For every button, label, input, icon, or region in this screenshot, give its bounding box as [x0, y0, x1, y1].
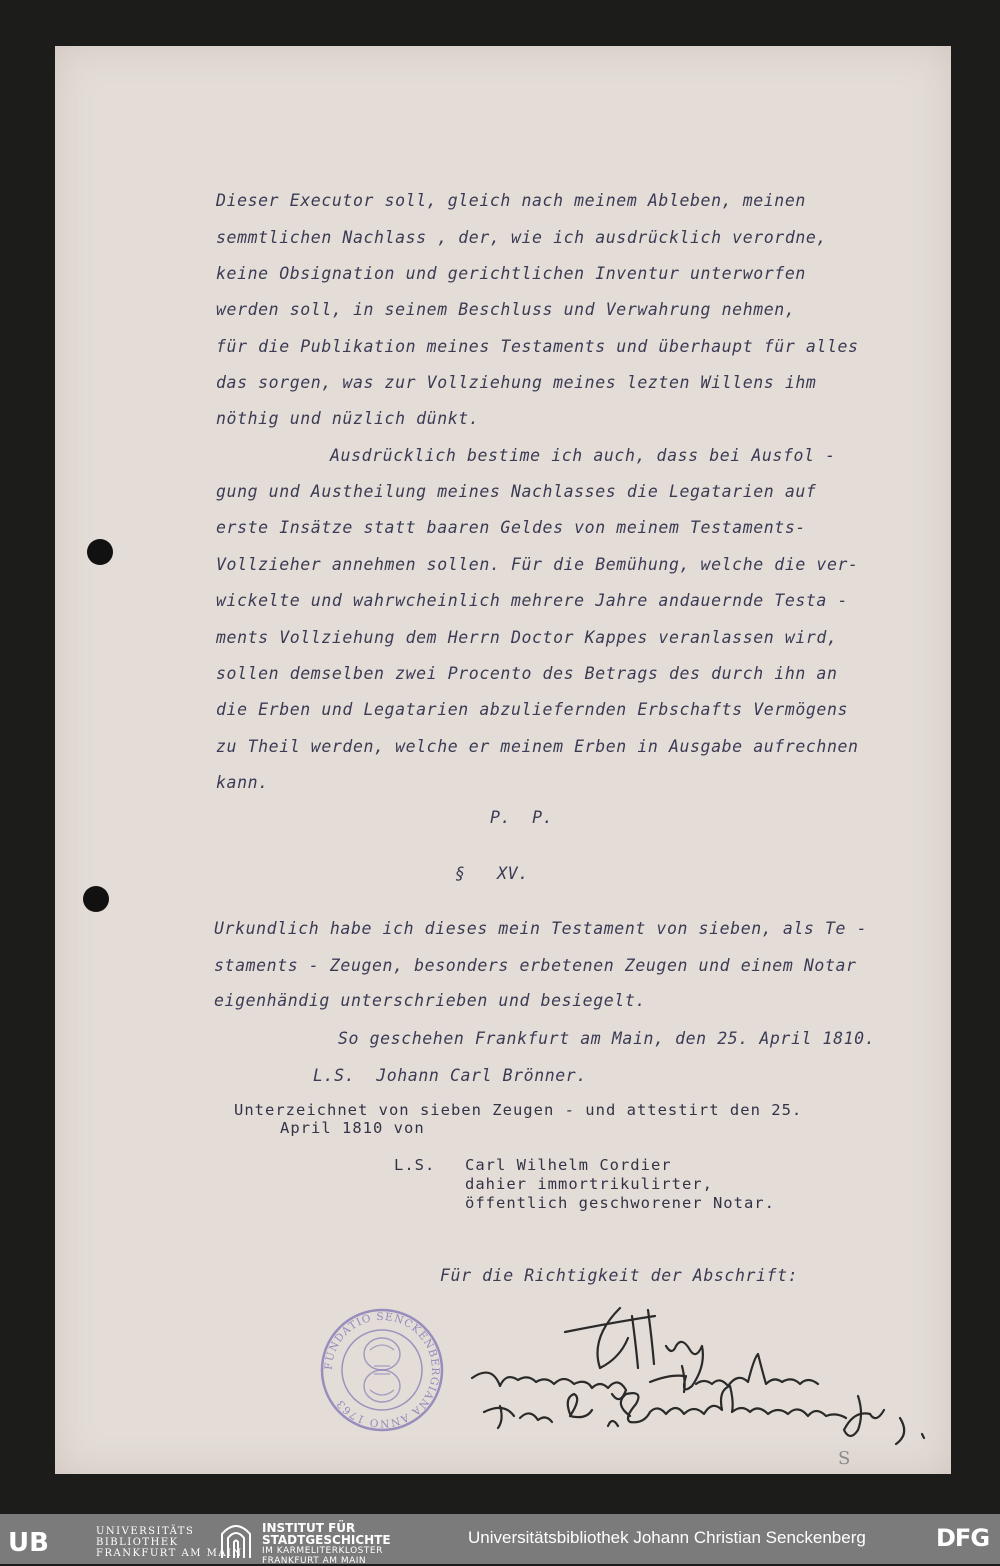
text-line: die Erben und Legatarien abzuliefernden Erbschafts Vermögens	[216, 700, 849, 719]
text-line: staments - Zeugen, besonders erbetenen Zeugen und einem Notar	[214, 956, 857, 975]
ub-logo-line: UNIVERSITÄTS	[96, 1526, 195, 1537]
text-line: ments Vollziehung dem Herrn Doctor Kappes veranlassen wird,	[216, 628, 838, 647]
footer-bar	[0, 1514, 1000, 1564]
footer-title: Universitätsbibliothek Johann Christian Senckenberg	[468, 1528, 866, 1547]
pp-marker: P. P.	[490, 808, 554, 827]
text-line: gung und Austheilung meines Nachlasses die Legatarien auf	[216, 482, 817, 501]
notary-seal-label: L.S.	[394, 1156, 436, 1174]
isg-logo-line: INSTITUT FÜR	[262, 1521, 356, 1535]
isg-logo-line: STADTGESCHICHTE	[262, 1533, 391, 1547]
text-line: Dieser Executor soll, gleich nach meinem Ableben, meinen	[216, 191, 806, 210]
arch-icon	[218, 1520, 254, 1560]
isg-logo-line: IM KARMELITERKLOSTER	[262, 1546, 383, 1556]
notary-line: dahier immortrikulirter,	[465, 1175, 713, 1193]
text-line: Ausdrücklich bestime ich auch, dass bei Ausfol -	[330, 446, 836, 465]
witness-line: Unterzeichnet von sieben Zeugen - und attestirt den 25.	[234, 1101, 803, 1119]
svg-text:FUNDATIO SENCKENBERGIANA ANNO: FUNDATIO SENCKENBERGIANA ANNO 1763	[322, 1310, 442, 1430]
text-line: Urkundlich habe ich dieses mein Testament von sieben, als Te -	[214, 919, 868, 938]
institution-stamp-icon	[318, 1306, 446, 1434]
text-line: semmtlichen Nachlass , der, wie ich ausdrücklich verordne,	[216, 228, 827, 247]
document-page	[55, 46, 951, 1474]
isg-logo	[218, 1520, 398, 1566]
text-line: für die Publikation meines Testaments und überhaupt für alles	[216, 337, 859, 356]
text-line: erste Insätze statt baaren Geldes von meinem Testaments-	[216, 518, 806, 537]
pencil-mark: S	[838, 1448, 851, 1469]
notary-line: öffentlich geschworener Notar.	[465, 1194, 775, 1212]
text-line: zu Theil werden, welche er meinem Erben in Ausgabe aufrechnen	[216, 737, 859, 756]
dateline: So geschehen Frankfurt am Main, den 25. April 1810.	[338, 1029, 876, 1048]
text-line: werden soll, in seinem Beschluss und Verwahrung nehmen,	[216, 300, 796, 319]
section-heading: § XV.	[455, 864, 529, 883]
seal-signature-line: L.S. Johann Carl Brönner.	[313, 1066, 587, 1085]
text-line: Vollzieher annehmen sollen. Für die Bemühung, welche die ver-	[216, 555, 859, 574]
text-line: keine Obsignation und gerichtlichen Inventur unterworfen	[216, 264, 806, 283]
certification-line: Für die Richtigkeit der Abschrift:	[440, 1266, 799, 1285]
ub-logo-line: BIBLIOTHEK	[96, 1537, 179, 1548]
punch-hole-top	[87, 539, 113, 565]
isg-logo-line: FRANKFURT AM MAIN	[262, 1556, 367, 1566]
text-line: wickelte und wahrwcheinlich mehrere Jahre andauernde Testa -	[216, 591, 849, 610]
text-line: eigenhändig unterschrieben und besiegelt.	[214, 991, 646, 1010]
punch-hole-bottom	[83, 886, 109, 912]
text-line: nöthig und nüzlich dünkt.	[216, 409, 480, 428]
witness-line: April 1810 von	[280, 1119, 425, 1137]
handwritten-signature	[460, 1286, 930, 1466]
ub-logo-mark: UB	[8, 1528, 49, 1558]
text-line: kann.	[216, 773, 269, 792]
dfg-logo: DFG	[936, 1524, 990, 1552]
ub-logo	[8, 1522, 243, 1559]
ub-logo-line: FRANKFURT AM MAIN	[96, 1548, 243, 1559]
text-line: das sorgen, was zur Vollziehung meines lezten Willens ihm	[216, 373, 817, 392]
notary-line: Carl Wilhelm Cordier	[465, 1156, 672, 1174]
text-line: sollen demselben zwei Procento des Betrags des durch ihn an	[216, 664, 838, 683]
